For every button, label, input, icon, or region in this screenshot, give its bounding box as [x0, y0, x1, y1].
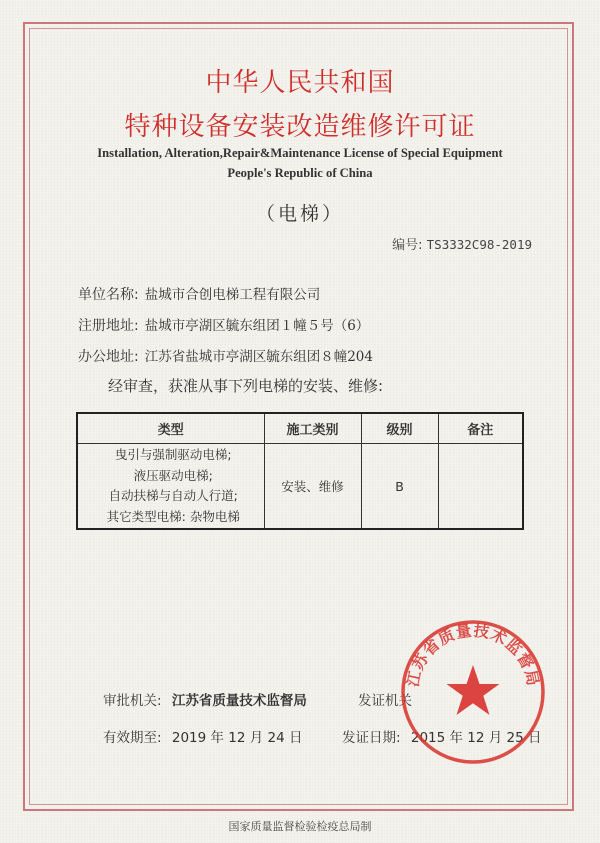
office-address-field — [78, 345, 373, 366]
approval-authority-label: 审批机关: — [103, 693, 162, 709]
header-type: 类型 — [77, 413, 264, 444]
valid-until — [103, 726, 303, 746]
level-cell: B — [361, 444, 438, 530]
license-number-label: 编号: — [392, 238, 423, 253]
elevator-type-item: 其它类型电梯: 杂物电梯 — [106, 508, 240, 524]
license-number-value: TS3332C98-2019 — [426, 237, 532, 252]
table-row — [77, 444, 523, 530]
valid-until-value: 2019 年 12 月 24 日 — [171, 730, 303, 746]
issuing-authority-label: 发证机关 — [358, 693, 412, 709]
elevator-type-item: 曳引与强制驱动电梯; — [114, 447, 232, 462]
registered-address-label: 注册地址: — [78, 318, 139, 334]
approval-authority — [103, 689, 307, 709]
unit-name-value: 盐城市合创电梯工程有限公司 — [144, 287, 321, 303]
work-category-cell: 安装、维修 — [264, 444, 361, 530]
license-number — [392, 234, 532, 253]
unit-name-label: 单位名称: — [78, 287, 139, 303]
seal-star-icon — [447, 665, 500, 715]
scope-table — [76, 412, 524, 530]
table-header-row — [77, 413, 523, 444]
title-license: 特种设备安装改造维修许可证 — [124, 112, 476, 142]
elevator-type-item: 液压驱动电梯; — [133, 467, 213, 483]
office-address-label: 办公地址: — [78, 349, 139, 365]
approval-statement: 经审查，获准从事下列电梯的安装、维修: — [108, 377, 384, 395]
registered-address-value: 盐城市亭湖区毓东组团１幢５号（6） — [144, 318, 370, 334]
header-level: 级别 — [361, 413, 438, 444]
unit-name-field — [78, 283, 320, 304]
issuer-footer: 国家质量监督检验检疫总局制 — [228, 820, 372, 833]
english-title: Installation, Alteration,Repair&Maintenance License of Special Equipment — [97, 146, 503, 160]
issue-date-value: 2015 年 12 月 25 日 — [410, 730, 542, 746]
title-country: 中华人民共和国 — [205, 68, 395, 98]
elevator-type-item: 自动扶梯与自动人行道; — [108, 488, 238, 503]
seal-text: 江苏省质量技术监督局 — [403, 621, 543, 689]
official-seal — [398, 617, 548, 767]
valid-until-label: 有效期至: — [103, 730, 162, 746]
header-work-category: 施工类别 — [264, 413, 361, 444]
issue-date-label: 发证日期: — [342, 730, 401, 746]
license-category: （电梯） — [255, 203, 344, 225]
registered-address-field — [78, 314, 369, 335]
header-remarks: 备注 — [438, 413, 523, 444]
approval-authority-value: 江苏省质量技术监督局 — [171, 693, 307, 709]
office-address-value: 江苏省盐城市亭湖区毓东组团８幢204 — [144, 349, 373, 365]
english-country: People's Republic of China — [227, 166, 373, 180]
remarks-cell — [438, 444, 523, 530]
elevator-types-cell — [77, 444, 264, 530]
